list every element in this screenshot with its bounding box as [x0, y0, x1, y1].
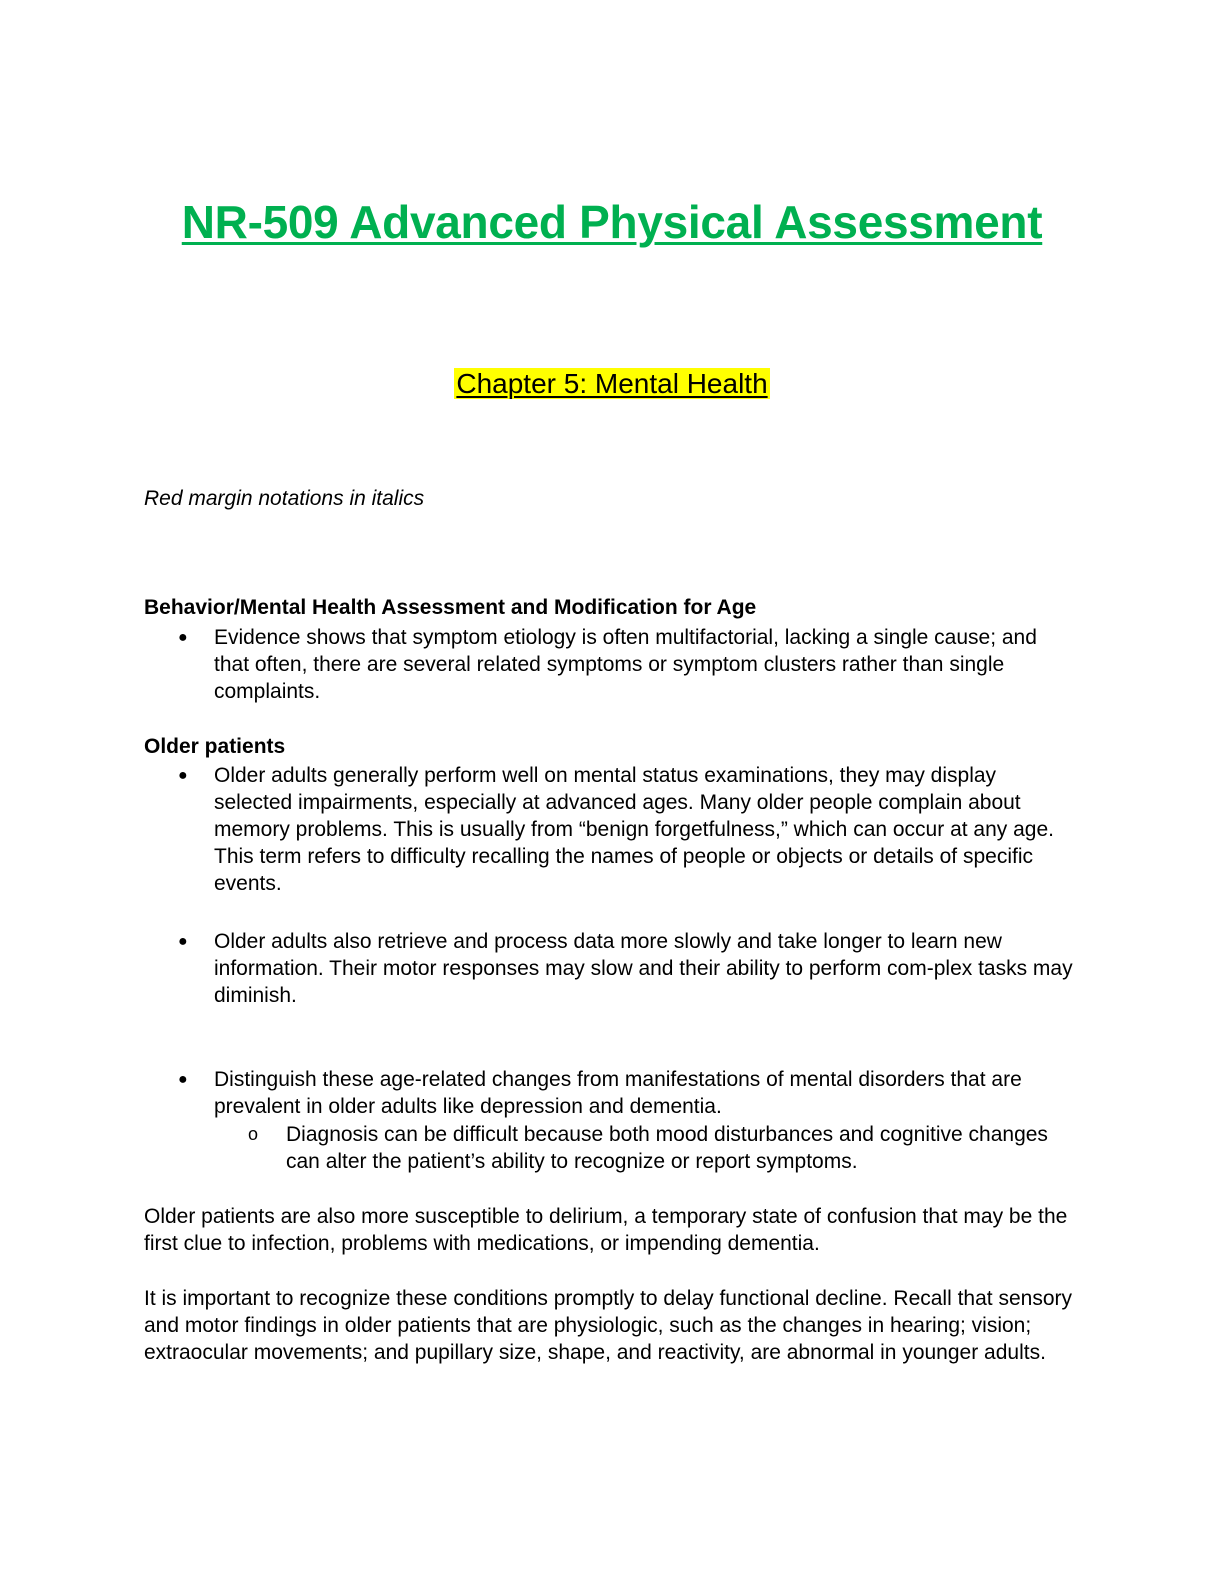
section-heading-older-patients: Older patients [144, 735, 286, 758]
list-item-text: Older adults generally perform well on mental status examinations, they may display selected impairments, especially at advanced ages. Many older people complain about memory problems. This is usually from “benign forgetfulness,” which can occur at any age. This term refers to difficulty recalling the names of people or objects or details of specific events. [214, 764, 1054, 895]
list-item [178, 624, 1074, 705]
document-title-text: NR-509 Advanced Physical Assessment [181, 196, 1043, 248]
section-heading-behavior: Behavior/Mental Health Assessment and Modification for Age [144, 596, 757, 619]
bullet-icon: ● [178, 1071, 188, 1088]
paragraph: It is important to recognize these conditions promptly to delay functional decline. Recall that sensory and motor findings in older patients that are physiologic, such as the changes in hearing; vision; extraocular movements; and pupillary size, shape, and reactivity, are abnormal in younger adults. [144, 1287, 1072, 1364]
chapter-heading-text: Chapter 5: Mental Health [456, 368, 768, 399]
list-item-text: Evidence shows that symptom etiology is often multifactorial, lacking a single cause; and that often, there are several related symptoms or symptom clusters rather than single complaints. [214, 626, 1037, 703]
hollow-bullet-icon: o [248, 1124, 259, 1144]
bullet-icon: ● [178, 767, 188, 784]
list-item-text: Older adults also retrieve and process data more slowly and take longer to learn new information. Their motor responses may slow and their ability to perform com-plex tasks may diminish. [214, 930, 1073, 1007]
paragraph: Older patients are also more susceptible to delirium, a temporary state of confusion that may be the first clue to infection, problems with medications, or impending dementia. [144, 1205, 1068, 1255]
sub-list-item [248, 1121, 1076, 1175]
bullet-icon: ● [178, 629, 188, 646]
list-item [178, 928, 1074, 1009]
bullet-icon: ● [178, 933, 188, 950]
sub-list-item-text: Diagnosis can be difficult because both mood disturbances and cognitive changes can alter the patient’s ability to recognize or report symptoms. [286, 1123, 1048, 1173]
notation-note: Red margin notations in italics [144, 487, 425, 510]
list-item [178, 762, 1074, 897]
list-item-text: Distinguish these age-related changes from manifestations of mental disorders that are prevalent in older adults like depression and dementia. [214, 1068, 1022, 1118]
list-item [178, 1066, 1074, 1120]
chapter-heading [0, 364, 1224, 404]
document-title [0, 192, 1224, 252]
